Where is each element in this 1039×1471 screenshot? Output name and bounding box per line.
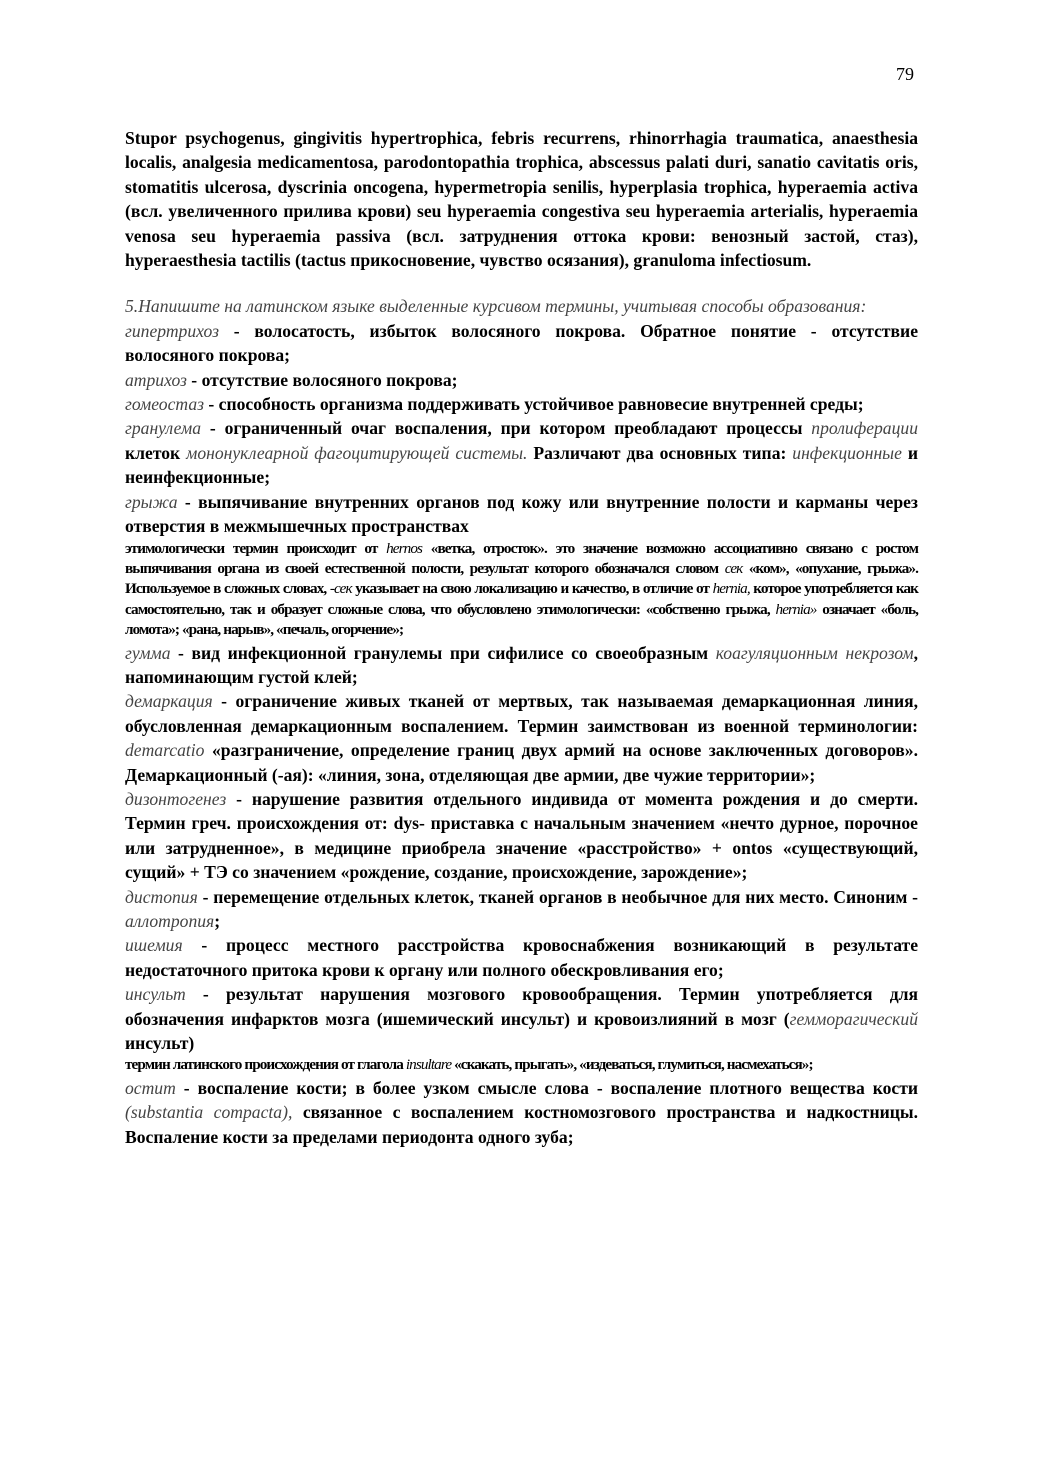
definition: отсутствие волосяного покрова; xyxy=(201,369,458,390)
term: атрихоз xyxy=(125,369,187,390)
term: гранулема xyxy=(125,418,202,439)
entry-dystopia: дистопия - перемещение отдельных клеток, тканей органов в необычное для них место. Синоним - аллотропия; xyxy=(125,886,918,931)
entry-hernia: грыжа - выпячивание внутренних органов под кожу или внутренние полости и карманы через отверстия в межмышечных пространствах xyxy=(125,491,918,537)
entry-gumma: гумма - вид инфекционной гранулемы при сифилисе со своеобразным коагуляционным некрозом, напоминающим густой клей; xyxy=(125,642,918,687)
definition: процесс местного расстройства кровоснабжения возникающий в результате недостаточного притока крови к органу или полного обескровливания его; xyxy=(125,935,918,980)
entry-demarcation: демаркация - ограничение живых тканей от мертвых, так называемая демаркационная линия, обусловленная демаркационным воспалением. Термин заимствован из военной терминологии: demarcatio «разграничение, определение границ двух армий на основе заключенных договоров». Демаркационный (-ая): «линия, зона, отделяющая две армии, две чужие территории»; xyxy=(125,691,919,785)
term: ишемия xyxy=(125,935,183,956)
page-number: 79 xyxy=(896,64,914,84)
term: инсульт xyxy=(125,984,186,1005)
definition: нарушение развития отдельного индивида от момента рождения и до смерти. Термин греч. происхождения от: dys- приставка с начальным значением «нечто дурное, порочное или затрудненное», в медицине приобрела значение «расстройство» + ontos «существующий, сущий» + ТЭ со значением «рождение, создание, происхождение, зарождение»; xyxy=(125,788,919,883)
term: гумма xyxy=(125,642,171,663)
entry-stroke: инсульт - результат нарушения мозгового кровообращения. Термин употребляется для обозначения инфарктов мозга (ишемический инсульт) и кровоизлияний в мозг (геммoрагический инсульт) xyxy=(125,984,918,1054)
term: остит xyxy=(125,1077,176,1098)
definition: волосатость, избыток волосяного покрова. Обратное понятие - отсутствие волосяного покрова; xyxy=(125,320,919,366)
entry-homeostasis: гомеостаз - способность организма поддерживать устойчивое равновесие внутренней среды; xyxy=(125,394,864,415)
latin-terms-paragraph: Stupor psychogenus, gingivitis hypertrophica, febris recurrens, rhinorrhagia traumatica, anaesthesia localis, analgesia medicamentosa, parodontopathia trophica, abscessus palati duri, sanatio cavitatis oris, stomatitis ulcerosa, dyscrinia oncogena, hypermetropia senilis, hyperplasia trophica, hyperaemia activa (всл. увеличенного прилива крови) seu hyperaemia congestiva seu hyperaemia arterialis, hyperaemia venosa seu hyperaemia passiva (всл. затруднения оттока крови: венозный застой, стаз), hyperaesthesia tactilis (tactus прикосновение, чувство осязания), granuloma infectiosum. xyxy=(125,128,918,271)
term: дизонтогенез xyxy=(125,788,227,809)
definition: способность организма поддерживать устойчивое равновесие внутренней среды; xyxy=(218,394,864,415)
term: гипертрихоз xyxy=(125,320,219,341)
entry-dysontogenesis: дизонтогенез - нарушение развития отдельного индивида от момента рождения и до смерти. Термин греч. происхождения от: dys- приставка с начальным значением «нечто дурное, порочное или затрудненное», в медицине приобрела значение «расстройство» + ontos «существующий, сущий» + ТЭ со значением «рождение, создание, происхождение, зарождение»; xyxy=(125,788,919,883)
page-content xyxy=(125,126,918,1149)
term: демаркация xyxy=(125,691,213,712)
entry-osteitis: остит - воспаление кости; в более узком смысле слова - воспаление плотного вещества кости (substantia compacta), связанное с воспалением костномозгового пространства и надкостницы. Воспаление кости за пределами периодонта одного зуба; xyxy=(125,1077,919,1147)
definition: выпячивание внутренних органов под кожу или внутренние полости и карманы через отверстия в межмышечных пространствах xyxy=(125,491,918,537)
etymology-hernia: этимологически термин происходит от hernos «ветка, отросток». это значение возможно ассоциативно связано с ростом выпячивания органа из своей естественной полости, результат которого обозначался словом сек «ком», «опухание, грыжа». Используемое в сложных словах, -сек указывает на свою локализацию и качество, в отличие от hernia, которое употребляется как самостоятельно, так и образует сложные слова, что обусловлено этимологически: «собственно грыжа, hernia» означает «боль, ломота»; «рана, нарыв», «печаль, огорчение»; xyxy=(125,539,919,639)
term: гомеостаз xyxy=(125,394,204,415)
entry-granuloma: гранулема - ограниченный очаг воспаления, при котором преобладают процессы пролиферации клеток мононуклеарной фагоцитирующей системы. Различают два основных типа: инфекционные и неинфекционные; xyxy=(125,418,918,488)
entry-ischemia: ишемия - процесс местного расстройства кровоснабжения возникающий в результате недостаточного притока крови к органу или полного обескровливания его; xyxy=(125,935,918,980)
term: грыжа xyxy=(125,491,178,512)
entry-atrichosis: атрихоз - отсутствие волосяного покрова; xyxy=(125,369,458,390)
entry-hypertrichosis: гипертрихоз - волосатость, избыток волосяного покрова. Обратное понятие - отсутствие волосяного покрова; xyxy=(125,320,919,366)
etymology-stroke: термин латинского происхождения от глагола insultare «скакать, прыгать», «издеваться, глумиться, насмехаться»; xyxy=(125,1056,813,1074)
term: дистопия xyxy=(125,886,198,907)
task-heading: 5.Напишите на латинском языке выделенные курсивом термины, учитывая способы образования: xyxy=(125,296,867,317)
